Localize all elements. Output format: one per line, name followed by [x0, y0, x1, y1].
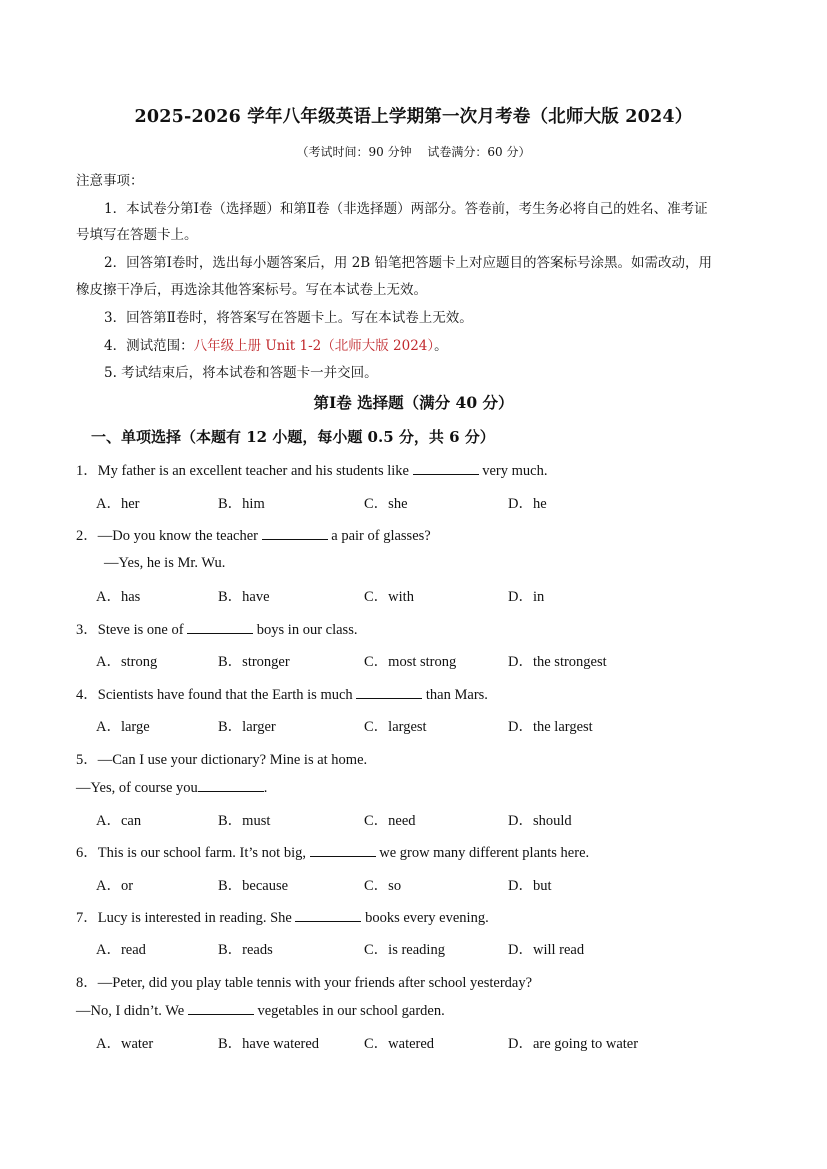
q4-option-b: B．larger — [218, 719, 276, 735]
q3-option-b: B．stronger — [218, 654, 290, 670]
question-2: 2．—Do you know the teacher a pair of glasses? — [76, 528, 431, 544]
question-6: 6．This is our school farm. It’s not big, we grow many different plants here. — [76, 845, 590, 861]
question-1: 1．My father is an excellent teacher and his students like very much. — [76, 463, 548, 479]
q2-option-d: D．in — [508, 589, 545, 605]
note-2-line-2: 橡皮擦干净后，再选涂其他答案标号。写在本试卷上无效。 — [76, 282, 427, 298]
q2-option-b: B．have — [218, 589, 270, 605]
note-3: 3．回答第Ⅱ卷时，将答案写在答题卡上。写在本试卷上无效。 — [104, 310, 473, 326]
part-heading: 一、单项选择（本题有 12 小题，每小题 0.5 分，共 6 分） — [91, 428, 495, 446]
notes-heading: 注意事项： — [76, 173, 144, 189]
q5-option-b: B．must — [218, 813, 271, 829]
answer-blank — [187, 621, 253, 634]
note-1-line-1: 1．本试卷分第Ⅰ卷（选择题）和第Ⅱ卷（非选择题）两部分。答卷前，考生务必将自己的姓名、准考证 — [104, 201, 708, 217]
question-7: 7．Lucy is interested in reading. She books every evening. — [76, 910, 489, 926]
q8-option-a: A．water — [96, 1036, 154, 1052]
q3-option-d: D．the strongest — [508, 654, 607, 670]
q7-option-b: B．reads — [218, 942, 273, 958]
q6-option-b: B．because — [218, 878, 289, 894]
q2-option-c: C．with — [364, 589, 414, 605]
answer-blank — [262, 527, 328, 540]
q1-option-b: B．him — [218, 496, 265, 512]
q7-option-a: A．read — [96, 942, 146, 958]
note-2-line-1: 2．回答第Ⅰ卷时，选出每小题答案后，用 2B 铅笔把答题卡上对应题目的答案标号涂黑。如需改动，用 — [104, 255, 713, 271]
section-title: 第Ⅰ卷 选择题（满分 40 分） — [313, 393, 514, 412]
q2-option-a: A．has — [96, 589, 141, 605]
q3-option-c: C．most strong — [364, 654, 457, 670]
q1-option-c: C．she — [364, 496, 408, 512]
question-8: 8．—Peter, did you play table tennis with your friends after school yesterday? — [76, 975, 533, 991]
page-title: 2025-2026 学年八年级英语上学期第一次月考卷（北师大版 2024） — [134, 107, 693, 127]
exam-info: （考试时间：90 分钟 试卷满分：60 分） — [296, 145, 531, 159]
answer-blank — [356, 686, 422, 699]
question-5: 5．—Can I use your dictionary? Mine is at home. — [76, 752, 368, 768]
q5-option-a: A．can — [96, 813, 142, 829]
q5-option-d: D．should — [508, 813, 572, 829]
answer-blank — [188, 1002, 254, 1015]
note-4 — [104, 334, 448, 354]
answer-blank — [198, 779, 264, 792]
answer-blank — [413, 462, 479, 475]
q6-option-c: C．so — [364, 878, 402, 894]
q4-option-c: C．largest — [364, 719, 427, 735]
q6-option-a: A．or — [96, 878, 134, 894]
q3-option-a: A．strong — [96, 654, 158, 670]
q8-option-b: B．have watered — [218, 1036, 320, 1052]
q5-option-c: C．need — [364, 813, 416, 829]
question-3: 3．Steve is one of boys in our class. — [76, 622, 358, 638]
q8-option-c: C．watered — [364, 1036, 435, 1052]
q1-option-a: A．her — [96, 496, 140, 512]
note-5: 5. 考试结束后，将本试卷和答题卡一并交回。 — [104, 365, 378, 381]
note-1-line-2: 号填写在答题卡上。 — [76, 227, 198, 243]
note-4-range: 八年级上册 Unit 1-2（北师大版 2024） — [193, 338, 435, 354]
question-2-reply: —Yes, he is Mr. Wu. — [104, 555, 226, 571]
q4-option-d: D．the largest — [508, 719, 593, 735]
question-4: 4．Scientists have found that the Earth is much than Mars. — [76, 687, 488, 703]
q4-option-a: A．large — [96, 719, 150, 735]
q7-option-d: D．will read — [508, 942, 585, 958]
question-8-reply: —No, I didn’t. We vegetables in our school garden. — [76, 1003, 445, 1019]
note-4-suffix: 。 — [434, 338, 448, 354]
q8-option-d: D．are going to water — [508, 1036, 639, 1052]
question-5-reply: —Yes, of course you . — [76, 780, 268, 796]
answer-blank — [295, 909, 361, 922]
note-4-prefix: 4．测试范围： — [104, 338, 194, 354]
q6-option-d: D．but — [508, 878, 552, 894]
q1-option-d: D．he — [508, 496, 547, 512]
q7-option-c: C．is reading — [364, 942, 445, 958]
answer-blank — [310, 844, 376, 857]
